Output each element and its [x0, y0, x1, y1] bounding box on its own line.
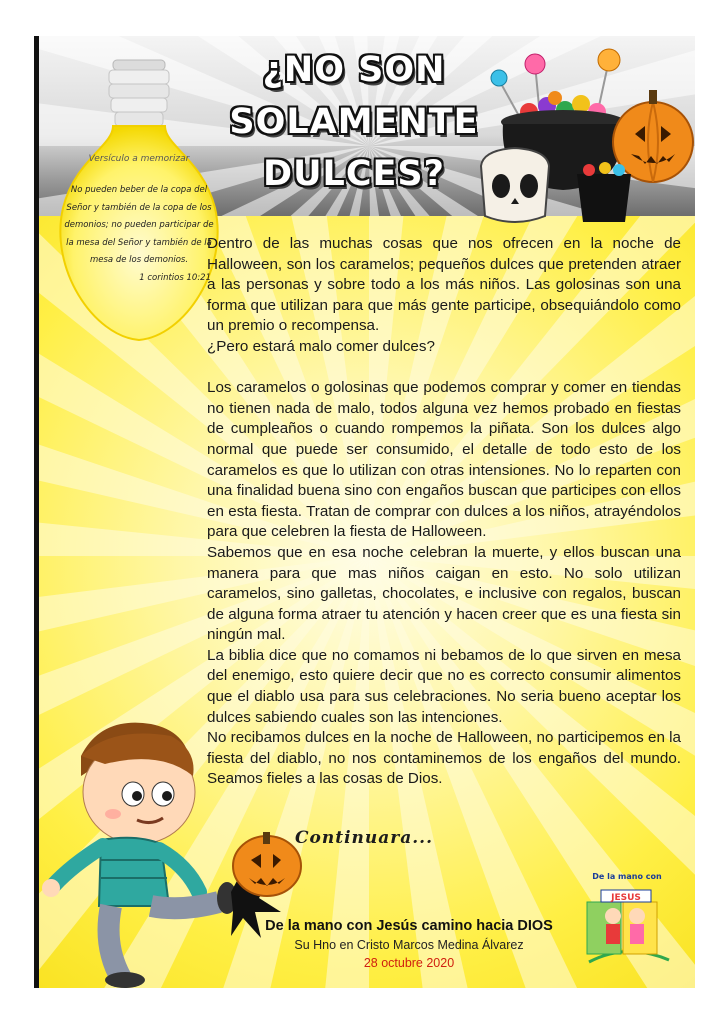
footer-date: 28 octubre 2020: [363, 956, 455, 970]
memory-verse: [61, 182, 217, 287]
flyer-page: [34, 36, 695, 988]
paragraph-1: Dentro de las muchas cosas que nos ofrecen en la noche de Halloween, son los caramelos; pequeños dulces que pretenden atraer a las personas y sobre todo a los más niños. Las golosinas son una forma que utilizan para que más gente participe, obsequiándolo como un premio o recompensa.: [207, 235, 681, 335]
logo-top-text: De la mano con: [592, 872, 662, 881]
memory-verse-text: No pueden beber de la copa del Señor y también de la copa de los demonios; no pueden participar de la mesa del Señor y también de la mesa de los demonios.: [64, 185, 214, 265]
logo-children-icon: [579, 872, 675, 972]
paragraph-6: No recibamos dulces en la noche de Halloween, no participemos en la fiesta del diablo, no nos contaminemos de los engaños del mundo. Seamos fieles a las cosas de Dios.: [207, 729, 681, 788]
verse-label: Versículo a memorizar: [88, 154, 190, 164]
paragraph-4: Sabemos que en esa noche celebran la muerte, y ellos buscan una manera para que mas niños caigan en esto. No solo utilizan caramelos, sino galletas, chocolates, e inclusive con regalos, buscan de alguna forma atraer tu atención y hacen creer que es una fiesta sin ningún mal.: [207, 543, 681, 644]
title-line-1: ¿NO SON: [262, 50, 446, 90]
logo-name: JESUS: [611, 893, 641, 903]
verse-reference: 1 corintios 10:21: [139, 272, 211, 283]
paragraph-2: ¿Pero estará malo comer dulces?: [207, 337, 435, 355]
page-title: [229, 44, 479, 200]
paragraph-3: Los caramelos o golosinas que podemos comprar y comer en tiendas no tienen nada de malo, todos alguna vez hemos probado en fiestas de cumpleaños o cuando rompemos la piñata. Son los dulces algo normal que puede ser consumido, el detalle de todo esto de los caramelos es que lo utilizan con otras intensiones. No lo reparten con una finalidad buena sino con engaños buscan que participes con ellos en esta fiesta. Tratan de comprar con dulces a los niños, atrayéndolos para que celebren la fiesta de Halloween.: [207, 379, 681, 541]
footer-title: De la mano con Jesús camino hacia DIOS: [265, 918, 553, 934]
skull-bucket-icon: [481, 148, 549, 222]
title-line-2: SOLAMENTE: [229, 102, 479, 142]
continue-label: Continuara...: [295, 828, 434, 848]
candy-cauldron-icon: [459, 46, 695, 236]
article-body: [207, 234, 681, 790]
paragraph-gap: [207, 358, 681, 379]
paragraph-5: La biblia dice que no comamos ni bebamos de lo que sirven en mesa del enemigo, esto quiere decir que no es correcto consumir alimentos que el diablo usa para sus celebraciones. No seria bueno aceptar los dulces sabiendo cuales son las intenciones.: [207, 646, 681, 726]
pumpkin-icon: [613, 90, 693, 182]
footer-author: Su Hno en Cristo Marcos Medina Álvarez: [294, 938, 524, 952]
title-line-3: DULCES?: [263, 154, 445, 194]
